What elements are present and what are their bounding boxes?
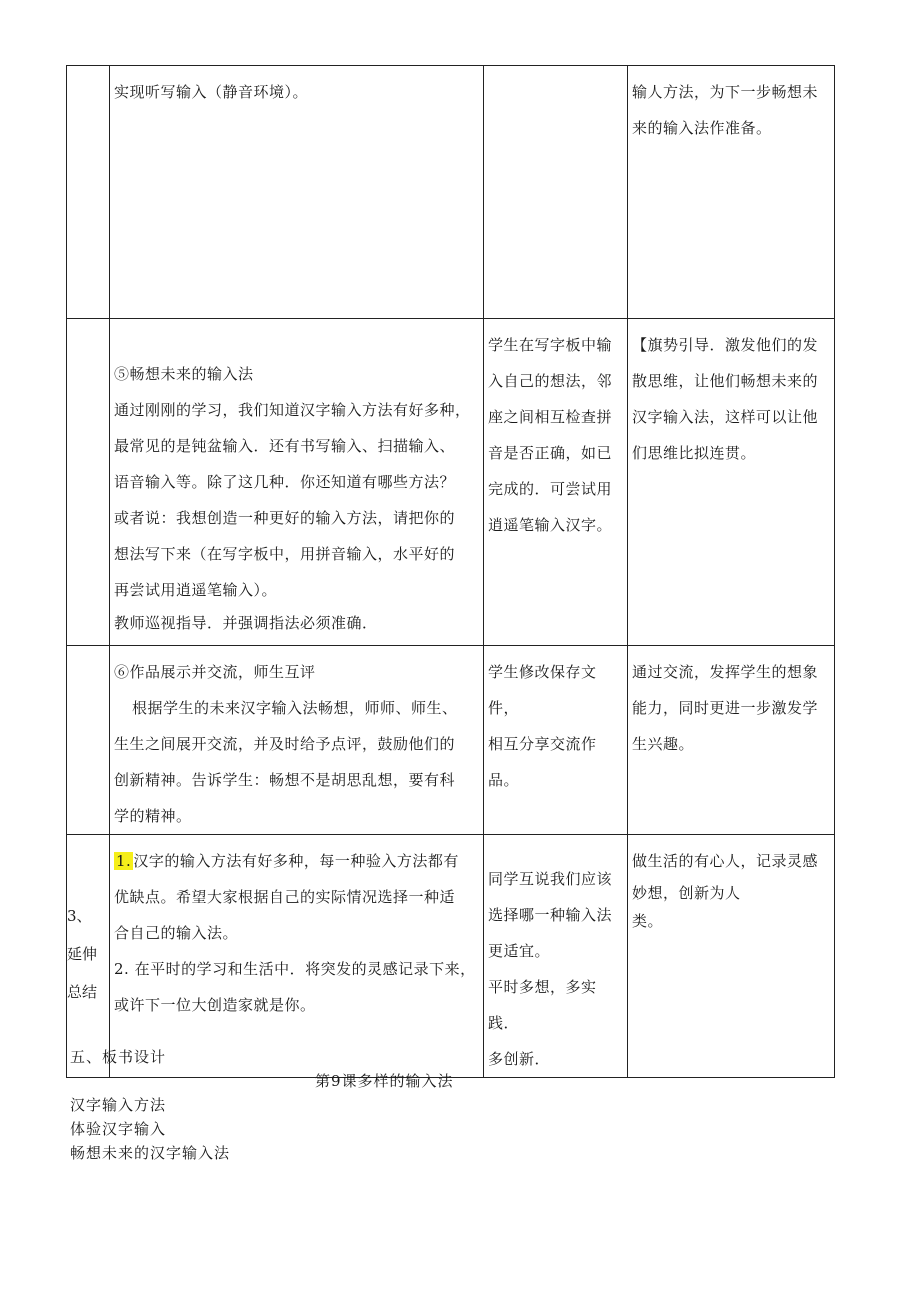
section-title: 延伸: [67, 945, 98, 963]
content-line: 生生之间展开交流，并及时给予点评，鼓励他们的: [114, 735, 456, 753]
board-line: 畅想未来的汉字输入法: [70, 1144, 231, 1162]
student-line: 学生修改保存文件，: [488, 663, 597, 717]
student-line: 多创新．: [488, 1050, 551, 1068]
student-line: 学生在写字板中输: [488, 336, 613, 354]
content-line: 教师巡视指导．并强调指法必须准确．: [114, 614, 378, 632]
design-intent-cell: [628, 646, 835, 835]
student-line: 完成的．可尝试用: [488, 480, 613, 498]
intent-line: 妙想，创新为人: [632, 884, 741, 902]
section-cell: [67, 319, 110, 646]
student-line: 相互分享交流作品。: [488, 735, 597, 789]
content-line: 2. 在平时的学习和生活中．将突发的灵感记录下来，: [114, 960, 476, 978]
design-intent-cell: [628, 835, 835, 1078]
content-line: 创新精神。告诉学生：畅想不是胡思乱想，要有科: [114, 771, 456, 789]
table-row: [67, 646, 835, 835]
content-line: 或许下一位大创造家就是你。: [114, 996, 316, 1014]
content-heading: ⑤畅想未来的输入法: [114, 365, 254, 383]
student-line: 选择哪一种输入法: [488, 906, 613, 924]
content-text: 汉字的输入方法有好多种，每一种验入方法都有: [133, 852, 459, 870]
intent-line: 能力，同时更进一步激发学: [632, 699, 819, 717]
content-cell: [110, 835, 484, 1078]
student-activity-cell: [484, 835, 628, 1078]
student-activity-cell: [484, 66, 628, 319]
intent-line: 生兴趣。: [632, 735, 695, 753]
design-intent-cell: [628, 66, 835, 319]
content-line: 通过刚刚的学习，我们知道汉字输入方法有好多种，: [114, 401, 471, 419]
intent-line: 【旗势引导．激发他们的发: [632, 336, 819, 354]
content-line: [114, 843, 480, 879]
section-cell: [67, 66, 110, 319]
intent-line: 汉字输入法，这样可以让他: [632, 408, 819, 426]
table-row: [67, 319, 835, 646]
content-cell: [110, 66, 484, 319]
content-line: 学的精神。: [114, 807, 192, 825]
section-number: 3、: [67, 907, 92, 925]
student-line: 逍遥笔输入汉字。: [488, 516, 613, 534]
content-line: 语音输入等。除了这几种．你还知道有哪些方法？: [114, 473, 456, 491]
content-line: 想法写下来（在写字板中，用拼音输入，水平好的: [114, 545, 456, 563]
section-title: 总结: [67, 983, 98, 1001]
intent-line: 做生活的有心人，记录灵感: [632, 852, 819, 870]
intent-line: 散思维，让他们畅想未来的: [632, 372, 819, 390]
student-activity-cell: [484, 319, 628, 646]
board-line: 体验汉字输入: [70, 1120, 167, 1138]
content-cell: [110, 319, 484, 646]
intent-line: 类。: [632, 912, 664, 930]
intent-line: 们思维比拟连贯。: [632, 444, 757, 462]
content-line: 再尝试用逍遥笔输入）。: [114, 581, 278, 599]
section-cell: [67, 835, 110, 1078]
intent-line: 来的输入法作准备。: [632, 119, 772, 137]
lesson-plan-table: [66, 65, 835, 1078]
content-line: 最常见的是钝盆输入．还有书写输入、扫描输入、: [114, 437, 456, 455]
student-line: 更适宜。: [488, 942, 551, 960]
content-line: 根据学生的未来汉字输入法畅想，师师、师生、: [132, 699, 458, 717]
intent-line: 输人方法，为下一步畅想未: [632, 83, 819, 101]
content-line: 实现听写输入（静音环境）。: [114, 83, 309, 101]
table-row: [67, 66, 835, 319]
board-title: 第9课多样的输入法: [315, 1072, 454, 1090]
board-line: 汉字输入方法: [70, 1096, 167, 1114]
student-activity-cell: [484, 646, 628, 835]
intent-line: 通过交流，发挥学生的想象: [632, 663, 819, 681]
table-row: [67, 835, 835, 1078]
student-line: 座之间相互检查拼: [488, 408, 613, 426]
student-line: 平时多想，多实践．: [488, 978, 597, 1032]
student-line: 同学互说我们应该: [488, 870, 613, 888]
design-intent-cell: [628, 319, 835, 646]
content-line: 优缺点。希望大家根据自己的实际情况选择一种适: [114, 888, 456, 906]
content-heading: ⑥作品展示并交流，师生互评: [114, 663, 316, 681]
student-line: 入自己的想法，邻: [488, 372, 613, 390]
student-line: 音是否正确，如已: [488, 444, 613, 462]
content-line: 或者说：我想创造一种更好的输入方法，请把你的: [114, 509, 456, 527]
content-line: 合自己的输入法。: [114, 924, 239, 942]
section-cell: [67, 646, 110, 835]
highlighted-number: 1.: [116, 852, 132, 870]
board-design-heading: 五、板书设计: [70, 1048, 167, 1066]
content-cell: [110, 646, 484, 835]
